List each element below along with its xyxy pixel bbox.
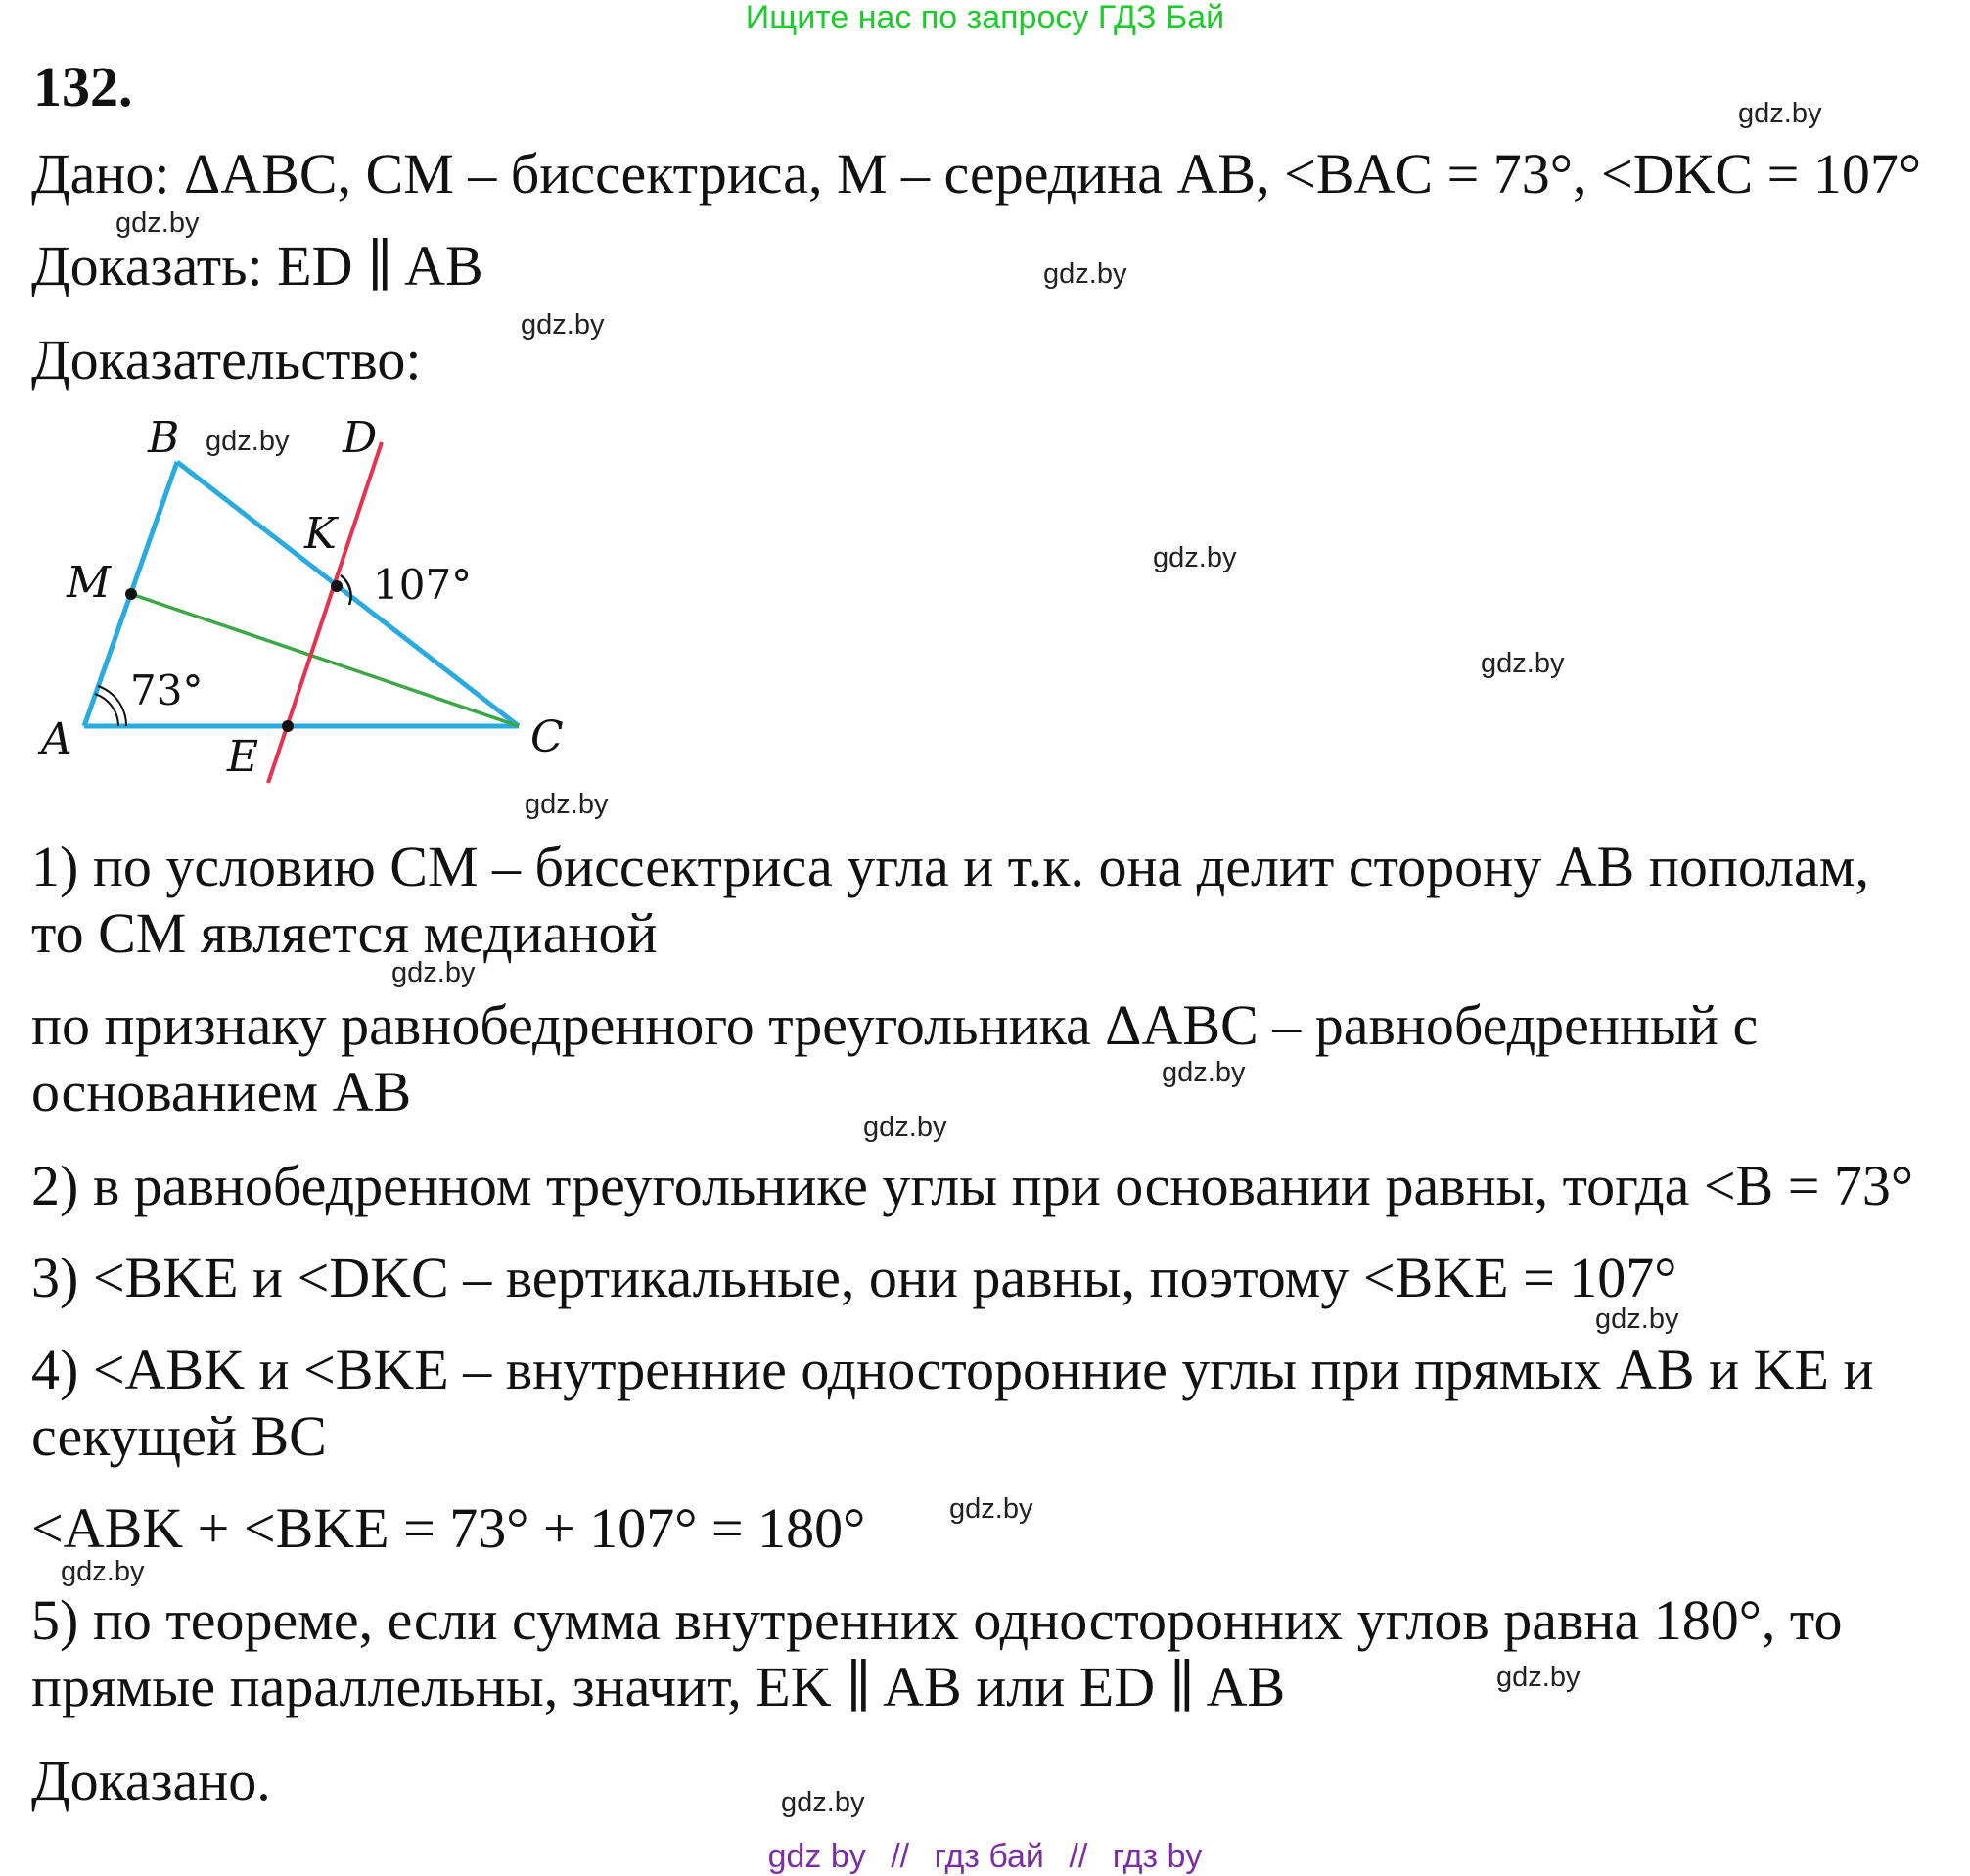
footer-link-gdz-by[interactable]: gdz by [767, 1838, 866, 1875]
watermark: gdz.by [1595, 1304, 1679, 1335]
watermark: gdz.by [525, 789, 609, 820]
step1-line2: то CM является медианой [31, 901, 658, 965]
line-ed [268, 442, 382, 783]
given-line: Дано: ΔABC, CM – биссектриса, M – середина AB, <BAC = 73°, <DKC = 107° [31, 142, 1922, 206]
label-a: A [41, 714, 72, 764]
watermark: gdz.by [391, 957, 476, 988]
label-k: K [304, 509, 337, 559]
watermark: gdz.by [61, 1556, 145, 1587]
task-number: 132. [33, 55, 133, 118]
point-m [125, 588, 137, 600]
angle-label-107: 107° [373, 561, 473, 609]
watermark: gdz.by [1738, 98, 1822, 129]
top-banner: Ищите нас по запросу ГДЗ Бай [745, 0, 1225, 36]
triangle-figure [27, 411, 585, 802]
footer-links [0, 1838, 1970, 1875]
angle-label-73: 73° [130, 666, 204, 714]
watermark: gdz.by [863, 1112, 947, 1143]
watermark: gdz.by [1496, 1662, 1581, 1693]
step4-line2: секущей BC [31, 1404, 327, 1468]
watermark: gdz.by [1153, 542, 1237, 573]
step1-line4: основанием AB [31, 1060, 412, 1123]
label-m: M [67, 558, 112, 608]
footer-separator: // [891, 1838, 910, 1875]
watermark: gdz.by [1162, 1057, 1246, 1088]
angle-a-arc-inner [95, 694, 118, 726]
watermark: gdz.by [521, 309, 605, 341]
step3-line: 3) <BKE и <DKC – вертикальные, они равны, поэтому <BKE = 107° [31, 1246, 1677, 1309]
label-c: C [530, 712, 564, 762]
watermark: gdz.by [781, 1787, 865, 1818]
point-e [282, 720, 294, 732]
step5-line2: прямые параллельны, значит, EK ∥ AB или ED ∥ AB [31, 1655, 1286, 1718]
footer-link-gdz-by-ru[interactable]: гдз by [1112, 1838, 1203, 1875]
watermark: gdz.by [949, 1493, 1033, 1525]
watermark-figure: gdz.by [206, 426, 290, 457]
step1-line3: по признаку равнобедренного треугольника ΔABC – равнобедренный с [31, 993, 1759, 1057]
label-b: B [148, 413, 180, 463]
prove-line: Доказать: ED ∥ AB [31, 234, 483, 297]
watermark: gdz.by [115, 207, 200, 239]
footer-link-gdz-bai[interactable]: гдз бай [934, 1838, 1044, 1875]
point-k [331, 580, 343, 592]
label-e: E [227, 732, 259, 782]
watermark: gdz.by [1043, 258, 1127, 290]
proved-line: Доказано. [31, 1749, 271, 1812]
step4-line1: 4) <ABK и <BKE – внутренние односторонние углы при прямых AB и KE и [31, 1338, 1874, 1401]
step2-line: 2) в равнобедренном треугольнике углы при основании равны, тогда <B = 73° [31, 1154, 1914, 1217]
watermark: gdz.by [1481, 648, 1565, 679]
step5-line1: 5) по теореме, если сумма внутренних односторонних углов равна 180°, то [31, 1588, 1843, 1652]
step4-sum: <ABK + <BKE = 73° + 107° = 180° [31, 1496, 866, 1560]
label-d: D [343, 413, 378, 463]
proof-title: Доказательство: [31, 328, 422, 391]
footer-separator: // [1069, 1838, 1088, 1875]
step1-line1: 1) по условию CM – биссектриса угла и т.к. она делит сторону AB пополам, [31, 835, 1869, 898]
